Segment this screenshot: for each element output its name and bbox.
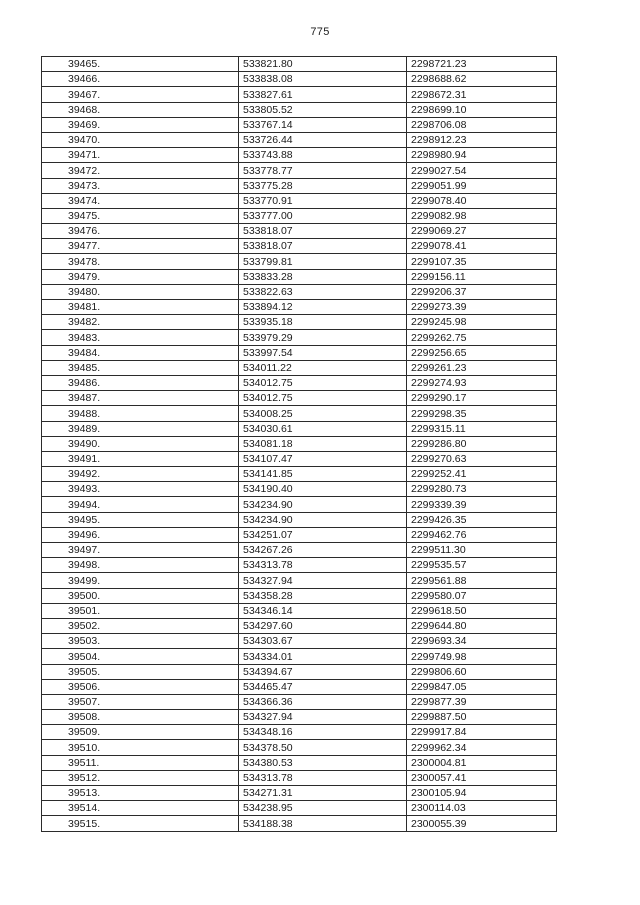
- x-coordinate-cell: 534030.61: [239, 421, 407, 436]
- point-number-cell: 39477.: [42, 239, 239, 254]
- point-number-cell: 39480.: [42, 284, 239, 299]
- table-row: [42, 148, 557, 163]
- y-coordinate-cell: 2299273.39: [407, 300, 557, 315]
- x-coordinate-cell: 534313.78: [239, 770, 407, 785]
- y-coordinate-cell: 2299426.35: [407, 512, 557, 527]
- y-coordinate-cell: 2298912.23: [407, 132, 557, 147]
- y-coordinate-cell: 2298980.94: [407, 148, 557, 163]
- x-coordinate-cell: 534366.36: [239, 694, 407, 709]
- y-coordinate-cell: 2299261.23: [407, 360, 557, 375]
- y-coordinate-cell: 2299644.80: [407, 618, 557, 633]
- point-number-cell: 39498.: [42, 558, 239, 573]
- y-coordinate-cell: 2299561.88: [407, 573, 557, 588]
- point-number-cell: 39499.: [42, 573, 239, 588]
- y-coordinate-cell: 2299107.35: [407, 254, 557, 269]
- y-coordinate-cell: 2299806.60: [407, 664, 557, 679]
- x-coordinate-cell: 534012.75: [239, 391, 407, 406]
- table-row: [42, 178, 557, 193]
- table-row: [42, 330, 557, 345]
- point-number-cell: 39501.: [42, 603, 239, 618]
- point-number-cell: 39508.: [42, 710, 239, 725]
- x-coordinate-cell: 533818.07: [239, 239, 407, 254]
- y-coordinate-cell: 2300055.39: [407, 816, 557, 831]
- table-row: [42, 375, 557, 390]
- x-coordinate-cell: 533833.28: [239, 269, 407, 284]
- y-coordinate-cell: 2298699.10: [407, 102, 557, 117]
- table-row: [42, 421, 557, 436]
- table-row: [42, 300, 557, 315]
- point-number-cell: 39513.: [42, 786, 239, 801]
- x-coordinate-cell: 534081.18: [239, 436, 407, 451]
- x-coordinate-cell: 534348.16: [239, 725, 407, 740]
- table-row: [42, 527, 557, 542]
- table-row: [42, 102, 557, 117]
- x-coordinate-cell: 533777.00: [239, 208, 407, 223]
- point-number-cell: 39485.: [42, 360, 239, 375]
- x-coordinate-cell: 534190.40: [239, 482, 407, 497]
- point-number-cell: 39484.: [42, 345, 239, 360]
- y-coordinate-cell: 2298721.23: [407, 57, 557, 72]
- y-coordinate-cell: 2299206.37: [407, 284, 557, 299]
- table-row: [42, 497, 557, 512]
- point-number-cell: 39479.: [42, 269, 239, 284]
- y-coordinate-cell: 2300004.81: [407, 755, 557, 770]
- table-row: [42, 786, 557, 801]
- point-number-cell: 39506.: [42, 679, 239, 694]
- table-row: [42, 163, 557, 178]
- table-row: [42, 87, 557, 102]
- x-coordinate-cell: 534394.67: [239, 664, 407, 679]
- y-coordinate-cell: 2299693.34: [407, 634, 557, 649]
- table-row: [42, 451, 557, 466]
- x-coordinate-cell: 534327.94: [239, 710, 407, 725]
- table-row: [42, 816, 557, 831]
- point-number-cell: 39471.: [42, 148, 239, 163]
- y-coordinate-cell: 2299027.54: [407, 163, 557, 178]
- x-coordinate-cell: 534251.07: [239, 527, 407, 542]
- x-coordinate-cell: 534011.22: [239, 360, 407, 375]
- x-coordinate-cell: 533997.54: [239, 345, 407, 360]
- point-number-cell: 39488.: [42, 406, 239, 421]
- table-row: [42, 254, 557, 269]
- table-row: [42, 543, 557, 558]
- point-number-cell: 39512.: [42, 770, 239, 785]
- table-row: [42, 57, 557, 72]
- y-coordinate-cell: 2299511.30: [407, 543, 557, 558]
- table-row: [42, 467, 557, 482]
- table-row: [42, 801, 557, 816]
- table-row: [42, 284, 557, 299]
- table-row: [42, 345, 557, 360]
- table-row: [42, 725, 557, 740]
- y-coordinate-cell: 2299270.63: [407, 451, 557, 466]
- table-row: [42, 679, 557, 694]
- x-coordinate-cell: 533894.12: [239, 300, 407, 315]
- table-row: [42, 360, 557, 375]
- table-row: [42, 406, 557, 421]
- x-coordinate-cell: 534234.90: [239, 497, 407, 512]
- table-row: [42, 649, 557, 664]
- point-number-cell: 39494.: [42, 497, 239, 512]
- point-number-cell: 39481.: [42, 300, 239, 315]
- y-coordinate-cell: 2298706.08: [407, 117, 557, 132]
- y-coordinate-cell: 2299078.40: [407, 193, 557, 208]
- coordinate-table: [41, 56, 557, 832]
- x-coordinate-cell: 533821.80: [239, 57, 407, 72]
- y-coordinate-cell: 2299069.27: [407, 224, 557, 239]
- y-coordinate-cell: 2299749.98: [407, 649, 557, 664]
- y-coordinate-cell: 2299256.65: [407, 345, 557, 360]
- table-row: [42, 512, 557, 527]
- point-number-cell: 39483.: [42, 330, 239, 345]
- point-number-cell: 39465.: [42, 57, 239, 72]
- point-number-cell: 39509.: [42, 725, 239, 740]
- y-coordinate-cell: 2299917.84: [407, 725, 557, 740]
- x-coordinate-cell: 534271.31: [239, 786, 407, 801]
- point-number-cell: 39472.: [42, 163, 239, 178]
- coordinate-table-body: [42, 57, 557, 832]
- y-coordinate-cell: 2299262.75: [407, 330, 557, 345]
- point-number-cell: 39466.: [42, 72, 239, 87]
- x-coordinate-cell: 534234.90: [239, 512, 407, 527]
- y-coordinate-cell: 2299286.80: [407, 436, 557, 451]
- point-number-cell: 39493.: [42, 482, 239, 497]
- x-coordinate-cell: 534465.47: [239, 679, 407, 694]
- page-number: 775: [310, 26, 330, 38]
- point-number-cell: 39490.: [42, 436, 239, 451]
- point-number-cell: 39474.: [42, 193, 239, 208]
- table-row: [42, 770, 557, 785]
- table-row: [42, 664, 557, 679]
- point-number-cell: 39507.: [42, 694, 239, 709]
- y-coordinate-cell: 2299252.41: [407, 467, 557, 482]
- x-coordinate-cell: 533778.77: [239, 163, 407, 178]
- x-coordinate-cell: 534297.60: [239, 618, 407, 633]
- table-row: [42, 239, 557, 254]
- point-number-cell: 39489.: [42, 421, 239, 436]
- x-coordinate-cell: 534141.85: [239, 467, 407, 482]
- point-number-cell: 39476.: [42, 224, 239, 239]
- x-coordinate-cell: 534380.53: [239, 755, 407, 770]
- point-number-cell: 39473.: [42, 178, 239, 193]
- x-coordinate-cell: 533775.28: [239, 178, 407, 193]
- y-coordinate-cell: 2299280.73: [407, 482, 557, 497]
- point-number-cell: 39510.: [42, 740, 239, 755]
- table-row: [42, 269, 557, 284]
- x-coordinate-cell: 534238.95: [239, 801, 407, 816]
- point-number-cell: 39492.: [42, 467, 239, 482]
- x-coordinate-cell: 534334.01: [239, 649, 407, 664]
- x-coordinate-cell: 533770.91: [239, 193, 407, 208]
- x-coordinate-cell: 533805.52: [239, 102, 407, 117]
- table-row: [42, 603, 557, 618]
- x-coordinate-cell: 534008.25: [239, 406, 407, 421]
- table-row: [42, 634, 557, 649]
- table-row: [42, 755, 557, 770]
- x-coordinate-cell: 534378.50: [239, 740, 407, 755]
- x-coordinate-cell: 533935.18: [239, 315, 407, 330]
- y-coordinate-cell: 2299298.35: [407, 406, 557, 421]
- y-coordinate-cell: 2299339.39: [407, 497, 557, 512]
- x-coordinate-cell: 534327.94: [239, 573, 407, 588]
- table-row: [42, 482, 557, 497]
- table-row: [42, 694, 557, 709]
- y-coordinate-cell: 2299847.05: [407, 679, 557, 694]
- table-row: [42, 558, 557, 573]
- point-number-cell: 39468.: [42, 102, 239, 117]
- x-coordinate-cell: 534303.67: [239, 634, 407, 649]
- x-coordinate-cell: 534267.26: [239, 543, 407, 558]
- table-row: [42, 224, 557, 239]
- point-number-cell: 39467.: [42, 87, 239, 102]
- y-coordinate-cell: 2298672.31: [407, 87, 557, 102]
- table-row: [42, 132, 557, 147]
- x-coordinate-cell: 533838.08: [239, 72, 407, 87]
- table-row: [42, 618, 557, 633]
- table-row: [42, 740, 557, 755]
- point-number-cell: 39504.: [42, 649, 239, 664]
- point-number-cell: 39475.: [42, 208, 239, 223]
- y-coordinate-cell: 2299877.39: [407, 694, 557, 709]
- point-number-cell: 39514.: [42, 801, 239, 816]
- table-row: [42, 710, 557, 725]
- point-number-cell: 39502.: [42, 618, 239, 633]
- y-coordinate-cell: 2300105.94: [407, 786, 557, 801]
- point-number-cell: 39496.: [42, 527, 239, 542]
- y-coordinate-cell: 2299580.07: [407, 588, 557, 603]
- table-row: [42, 588, 557, 603]
- x-coordinate-cell: 534358.28: [239, 588, 407, 603]
- point-number-cell: 39469.: [42, 117, 239, 132]
- point-number-cell: 39482.: [42, 315, 239, 330]
- point-number-cell: 39491.: [42, 451, 239, 466]
- y-coordinate-cell: 2299082.98: [407, 208, 557, 223]
- point-number-cell: 39487.: [42, 391, 239, 406]
- x-coordinate-cell: 534346.14: [239, 603, 407, 618]
- point-number-cell: 39486.: [42, 375, 239, 390]
- y-coordinate-cell: 2300057.41: [407, 770, 557, 785]
- x-coordinate-cell: 533726.44: [239, 132, 407, 147]
- table-row: [42, 436, 557, 451]
- x-coordinate-cell: 534012.75: [239, 375, 407, 390]
- y-coordinate-cell: 2299962.34: [407, 740, 557, 755]
- y-coordinate-cell: 2299887.50: [407, 710, 557, 725]
- y-coordinate-cell: 2299078.41: [407, 239, 557, 254]
- point-number-cell: 39478.: [42, 254, 239, 269]
- point-number-cell: 39511.: [42, 755, 239, 770]
- y-coordinate-cell: 2299462.76: [407, 527, 557, 542]
- table-row: [42, 208, 557, 223]
- point-number-cell: 39515.: [42, 816, 239, 831]
- point-number-cell: 39503.: [42, 634, 239, 649]
- y-coordinate-cell: 2299274.93: [407, 375, 557, 390]
- y-coordinate-cell: 2299535.57: [407, 558, 557, 573]
- table-row: [42, 72, 557, 87]
- x-coordinate-cell: 533979.29: [239, 330, 407, 345]
- x-coordinate-cell: 534107.47: [239, 451, 407, 466]
- x-coordinate-cell: 533818.07: [239, 224, 407, 239]
- y-coordinate-cell: 2299156.11: [407, 269, 557, 284]
- point-number-cell: 39497.: [42, 543, 239, 558]
- table-row: [42, 193, 557, 208]
- point-number-cell: 39470.: [42, 132, 239, 147]
- y-coordinate-cell: 2299245.98: [407, 315, 557, 330]
- table-row: [42, 573, 557, 588]
- y-coordinate-cell: 2300114.03: [407, 801, 557, 816]
- table-row: [42, 315, 557, 330]
- x-coordinate-cell: 533827.61: [239, 87, 407, 102]
- x-coordinate-cell: 533767.14: [239, 117, 407, 132]
- y-coordinate-cell: 2299618.50: [407, 603, 557, 618]
- point-number-cell: 39495.: [42, 512, 239, 527]
- x-coordinate-cell: 534188.38: [239, 816, 407, 831]
- point-number-cell: 39505.: [42, 664, 239, 679]
- table-row: [42, 117, 557, 132]
- y-coordinate-cell: 2299315.11: [407, 421, 557, 436]
- table-row: [42, 391, 557, 406]
- y-coordinate-cell: 2299051.99: [407, 178, 557, 193]
- point-number-cell: 39500.: [42, 588, 239, 603]
- y-coordinate-cell: 2299290.17: [407, 391, 557, 406]
- y-coordinate-cell: 2298688.62: [407, 72, 557, 87]
- x-coordinate-cell: 533799.81: [239, 254, 407, 269]
- x-coordinate-cell: 534313.78: [239, 558, 407, 573]
- x-coordinate-cell: 533822.63: [239, 284, 407, 299]
- x-coordinate-cell: 533743.88: [239, 148, 407, 163]
